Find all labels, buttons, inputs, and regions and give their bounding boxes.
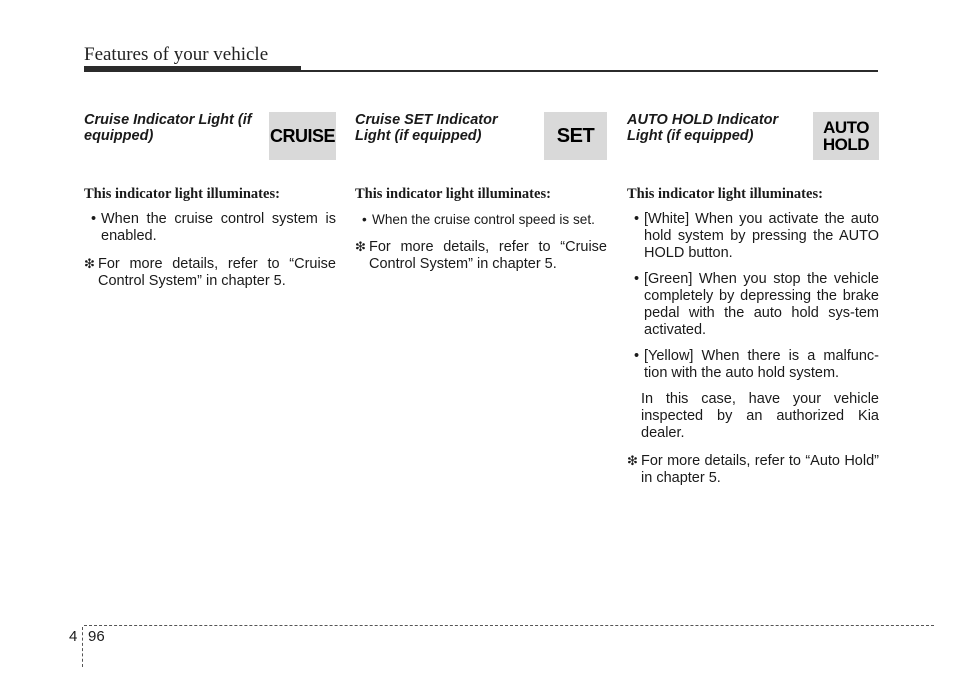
section-cruise-indicator (84, 110, 336, 290)
bullet-text: When the cruise control speed is set. (372, 212, 595, 227)
section-title: Cruise Indicator Light (if equipped) (84, 112, 252, 144)
set-indicator-icon: SET (544, 112, 607, 160)
note-mark-icon: ❇ (627, 453, 638, 468)
auto-hold-indicator-icon: AUTO HOLD (813, 112, 879, 160)
section-title: Cruise SET Indicator Light (if equipped) (355, 112, 498, 144)
bullet-item (627, 211, 879, 262)
bullet-icon: • (91, 211, 97, 227)
bullet-icon: • (634, 348, 640, 364)
note-text: For more details, refer to “Cruise Control System” in chapter 5. (98, 256, 336, 289)
reference-note (627, 452, 879, 487)
bullet-icon: • (634, 271, 640, 287)
reference-note (355, 238, 607, 273)
bullet-continuation: In this case, have your vehicle inspected by an authorized Kia dealer. (641, 391, 879, 441)
section-cruise-set-indicator (355, 110, 607, 273)
footer-divider (82, 627, 83, 667)
note-mark-icon: ❇ (84, 256, 95, 271)
bullet-item (84, 211, 336, 245)
chapter-number: 4 (69, 628, 78, 645)
header-rule (300, 70, 878, 72)
bullet-item (627, 271, 879, 339)
note-text: For more details, refer to “Cruise Control System” in chapter 5. (369, 239, 607, 272)
cruise-indicator-icon: CRUISE (269, 112, 336, 160)
section-lead: This indicator light illuminates: (627, 186, 823, 202)
header-title: Features of your vehicle (84, 44, 269, 65)
bullet-text: [White] When you activate the auto hold system by pressing the AUTO HOLD button. (644, 211, 879, 261)
section-title: AUTO HOLD Indicator Light (if equipped) (627, 112, 779, 144)
section-lead: This indicator light illuminates: (355, 186, 551, 202)
bullet-icon: • (362, 212, 367, 227)
bullet-item (355, 211, 607, 228)
header-bar (84, 66, 301, 72)
note-mark-icon: ❇ (355, 239, 366, 254)
section-lead: This indicator light illuminates: (84, 186, 280, 202)
section-auto-hold-indicator (627, 110, 879, 487)
page-number: 96 (88, 628, 105, 645)
bullet-text: [Yellow] When there is a malfunc-tion with the auto hold system. (644, 348, 879, 381)
reference-note (84, 255, 336, 290)
footer-rule (84, 625, 934, 626)
bullet-icon: • (634, 211, 640, 227)
bullet-item (627, 348, 879, 382)
note-text: For more details, refer to “Auto Hold” in chapter 5. (641, 453, 879, 486)
bullet-text: [Green] When you stop the vehicle completely by depressing the brake pedal with the auto hold sys-tem activated. (644, 271, 879, 338)
bullet-text: When the cruise control system is enabled. (101, 211, 336, 244)
